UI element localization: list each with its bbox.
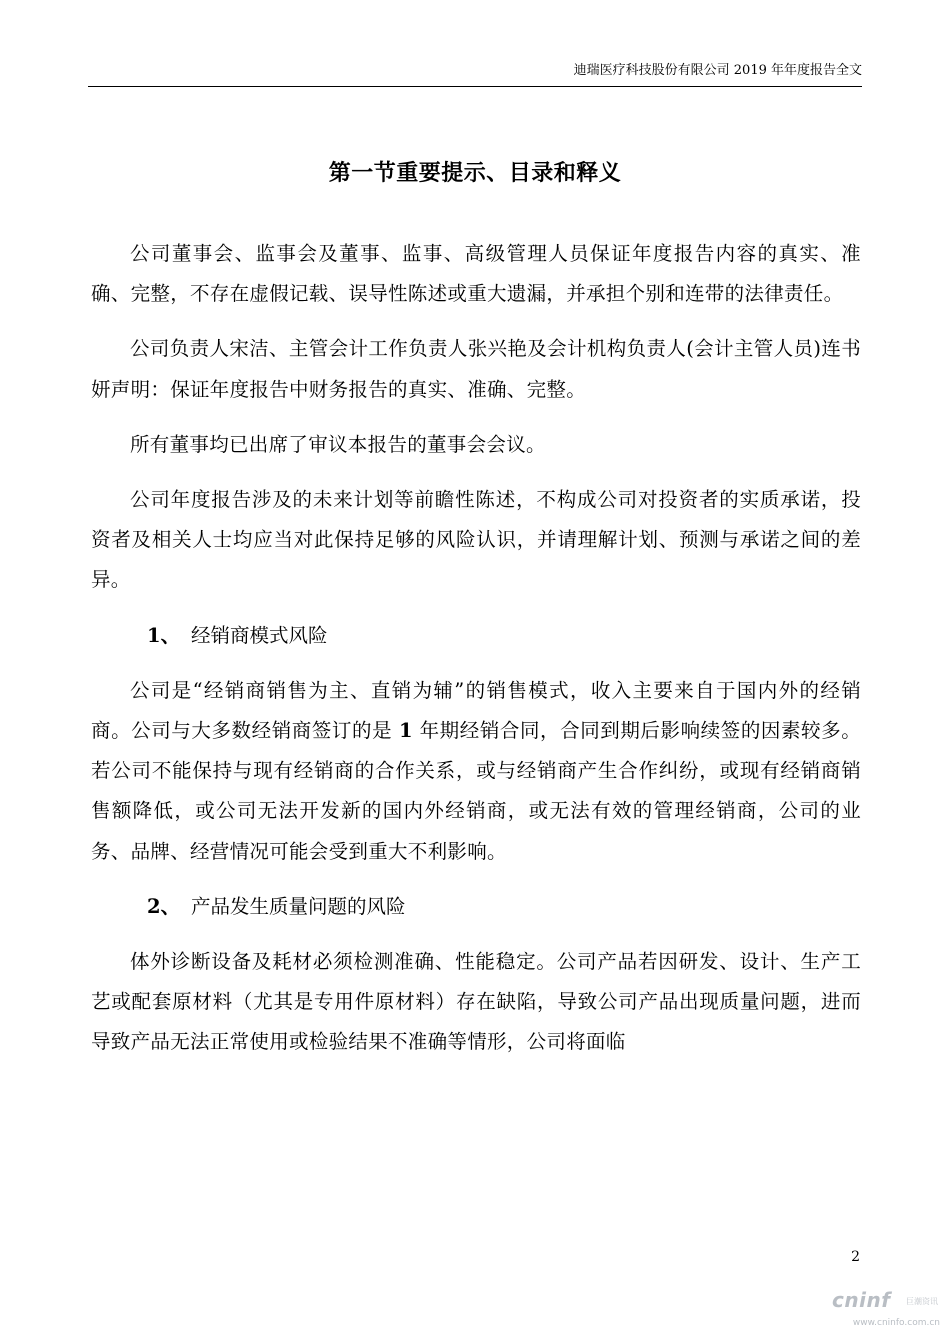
risk-title: 经销商模式风险 <box>191 623 328 647</box>
risk-title: 产品发生质量问题的风险 <box>191 894 406 918</box>
paragraph-distributor-risk <box>91 671 861 872</box>
paragraph-responsible-persons: 公司负责人宋洁、主管会计工作负责人张兴艳及会计机构负责人(会计主管人员)连书妍声明：保证年度报告中财务报告的真实、准确、完整。 <box>91 337 861 401</box>
page-number: 2 <box>851 1249 860 1265</box>
bold-number: 1 <box>398 719 413 743</box>
cninfo-watermark <box>812 1288 942 1334</box>
paragraph-board-attendance: 所有董事均已出席了审议本报告的董事会会议。 <box>130 432 546 456</box>
header-rule <box>88 86 862 87</box>
text-run: 公司是“经销商销售为主、直销为辅”的销售模式，收入主要来自于国内外的经销商。公司与大多数经销商签订的是 <box>91 678 861 743</box>
watermark-url: www.cninfo.com.cn <box>852 1318 940 1328</box>
text-run: 年期经销合同，合同到期后影响续签的因素较多。若公司不能保持与现有经销商的合作关系，或与经销商产生合作纠纷，或现有经销商销售额降低，或公司无法开发新的国内外经销商，或无法有效的管理经销商，公司的业务、品牌、经营情况可能会受到重大不利影响。 <box>91 719 861 863</box>
document-body <box>91 234 861 1078</box>
section-title: 第一节重要提示、目录和释义 <box>328 160 622 186</box>
paragraph-forward-looking: 公司年度报告涉及的未来计划等前瞻性陈述，不构成公司对投资者的实质承诺，投资者及相关人士均应当对此保持足够的风险认识，并请理解计划、预测与承诺之间的差异。 <box>91 488 861 592</box>
risk-number: 2、 <box>147 894 181 918</box>
watermark-logo: cninf <box>832 1288 891 1312</box>
watermark-subtitle: 巨潮资讯 <box>906 1297 938 1306</box>
risk-heading-1 <box>91 616 861 656</box>
risk-heading-2 <box>91 887 861 927</box>
running-header: 迪瑞医疗科技股份有限公司 2019 年年度报告全文 <box>573 63 862 78</box>
risk-number: 1、 <box>147 623 181 647</box>
paragraph-board-guarantee: 公司董事会、监事会及董事、监事、高级管理人员保证年度报告内容的真实、准确、完整，不存在虚假记载、误导性陈述或重大遗漏，并承担个别和连带的法律责任。 <box>91 242 861 306</box>
paragraph-quality-risk: 体外诊断设备及耗材必须检测准确、性能稳定。公司产品若因研发、设计、生产工艺或配套原材料（尤其是专用件原材料）存在缺陷，导致公司产品出现质量问题，进而导致产品无法正常使用或检验结果不准确等情形，公司将面临 <box>91 950 861 1054</box>
